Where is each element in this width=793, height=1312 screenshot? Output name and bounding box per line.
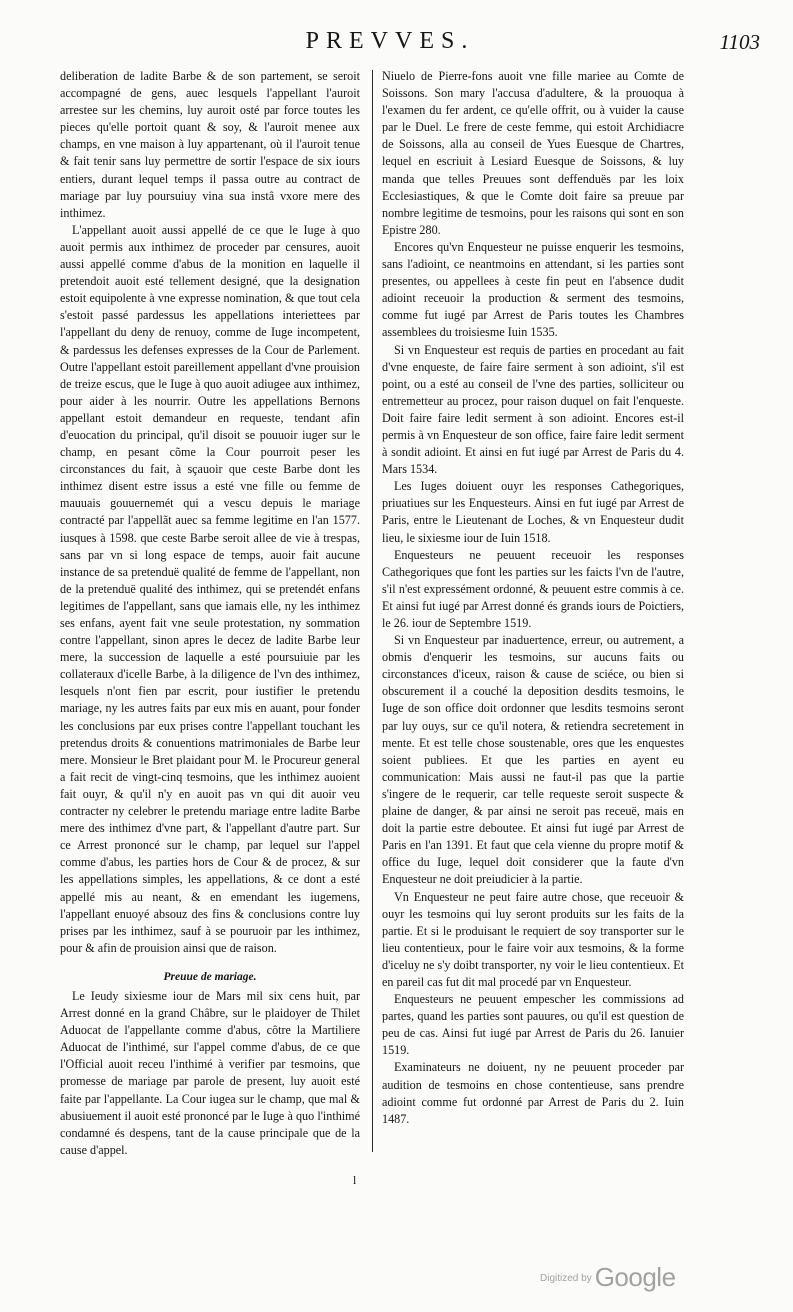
paragraph: Vn Enquesteur ne peut faire autre chose, que receuoir & ouyr les tesmoins qui luy seront produits sur les faits de la partie. Et si le produisant le requiert de soy transporter sur le lieu contentieux, pour le faire voir aux tesmoins, & la forme d'iceluy ne s'y doibt transporter, ny voir le lieu contentieux. Et en pareil cas fut dit mal procedé par vn Enquesteur.	[382, 889, 684, 989]
section-title: Preuue de mariage.	[163, 970, 257, 983]
paragraph: Le Ieudy sixiesme iour de Mars mil six cens huit, par Arrest donné en la grand Châbre, sur le plaidoyer de Thilet Aduocat de l'appellante comme d'abus, côtre la Martiliere Aduocat de l'inthimé, sur l'appel comme d'abus, de ce que l'Official auoit receu l'inthimé à verifier par tesmoins, que promesse de mariage par parole de present, luy auoit esté faite par l'appellante. La Cour iugea sur le champ, que mal & abusiuement il auoit esté prononcé par le Iuge à quo l'inthimé condamné és despens, tant de la cause principale que de la cause d'appel.	[60, 988, 360, 1157]
column-divider	[372, 70, 373, 1152]
watermark-brand: Google	[594, 1262, 676, 1292]
watermark-prefix: Digitized by	[540, 1273, 592, 1284]
page-number: 1103	[719, 30, 760, 54]
paragraph: Encores qu'vn Enquesteur ne puisse enquerir les tesmoins, sans l'adioint, ce neantmoins en attendant, si les parties sont presentes, ou appellees à ceste fin peut en l'absence dudit adioint receuoir la production & serment des tesmoins, comme fut iugé par Arrest de Paris toutes les Chambres assemblees du troisiesme Iuin 1535.	[382, 239, 684, 340]
page-header	[60, 28, 760, 68]
paragraph: Examinateurs ne doiuent, ny ne peuuent proceder par audition de tesmoins en chose contentieuse, sans prendre adioint comme fut ordonné par Arrest de Paris du 2. Iuin 1487.	[382, 1060, 684, 1126]
paragraph: L'appellant auoit aussi appellé de ce que le Iuge à quo auoit permis aux inthimez de proceder par censures, auoit aussi appellé comme d'abus de la monition en laquelle il pretendoit auoit esté tellement designé, que la designation estoit equipolente à vne expresse nomination, & que tout cela s'estoit passé pardessus les appellations interiettees par l'appellant du deny de renuoy, comme de Iuge incompetent, & pardessus les defenses expresses de la Cour de Parlement. Outre l'appellant estoit pareillement appellant d'vne prouision de treize escus, que le Iuge à quo auoit adiugee aux inthimez, pour aider à les nourrir. Outre les appellations Bernons appellant estoit demandeur en requeste, tendant afin d'euocation du principal, qu'il disoit se pouuoir iuger sur le champ, en pesant cõme la Cour pourroit peser les circonstances du fait, à sçauoir que ceste Barbe dont les inthimez disent estre issus a esté vne fille ou femme de mauuais gouuernemét qui a vescu depuis le mariage contracté par l'appellãt auec sa femme legitime en l'an 1577. iusques à 1598. que ceste Barbe seroit allee de vie à trespas, sans par vn si long espace de temps, auoir fait aucune instance de sa pretenduë qualité de femme de l'appellant, non de la pretenduë qualité des inthimez, qui se pretendét enfans legitimes de l'appellant, sans que iamais elle, ny les inthimez ses enfans, ayent fait vne seule protestation, ny sommation contre l'appellant, sinon apres le decez de ladite Barbe leur mere, la succession de laquelle a esté poursuiuie par les collateraux d'icelle Barbe, à la diligence de l'vn des inthimez, lesquels n'ont fien par escrit, pour iustifier le pretendu mariage, ny les autres faits par eux mis en auant, pour fonder les conclusions par eux prises contre l'appellant touchant les pretendus droits & conuentions matrimoniales de Barbe leur mere. Monsieur le Bret plaidant pour M. le Procureur general a fait recit de vingt-cinq tesmoins, que les inthimez auoient fait ouyr, & qu'il n'y en auoit pas vn qui dit auoir veu contracter ny celebrer le pretendu mariage entre ladite Barbe mere des inthimez d'vne part, & l'appellant d'autre part. Sur ce Arrest prononcé sur le champ, par lequel sur l'appel comme d'abus, les parties hors de Cour & de procez, & sur les appellations simples, les appellations, & ce dont a esté appellé mis au neant, & en emendant les iugemens, l'appellant enuoyé absouz des fins & conclusions contre luy prises par les inthimez, sauf à se pouruoir par les inthimez, pour & afin de prouision ainsi que de raison.	[60, 222, 360, 955]
left-column	[60, 68, 360, 1159]
paragraph: Si vn Enquesteur est requis de parties en procedant au fait d'vne enqueste, de faire faire serment à son adioint, s'il est point, ou a esté au conseil de l'vne des parties, solliciteur ou entremetteur au procez, pour raison duquel on fait l'enqueste. Doit faire faire ledit serment à son adioint. Encores est-il permis à vn Enquesteur de son office, faire faire ledit serment à sondit adioint. Et ainsi en fut iugé par Arrest de Paris du 4. Mars 1534.	[382, 342, 684, 477]
paragraph: Enquesteurs ne peuuent receuoir les responses Cathegoriques que font les parties sur les faicts l'vn de l'autre, s'il n'est expressément ordonné, & peuuent estre commis à ce. Et ainsi fut iugé par Arrest donné és grands iours de Poictiers, le 26. iour de Septembre 1519.	[382, 547, 684, 630]
paragraph: Les Iuges doiuent ouyr les responses Cathegoriques, priuatiues sur les Enquesteurs. Ainsi en fut iugé par Arrest de Paris, entre le Lieutenant de Loches, & vn Enquesteur dudit lieu, le sixiesme iour de Iuin 1518.	[382, 479, 684, 545]
running-title: PREVVES.	[305, 28, 475, 54]
paragraph: Enquesteurs ne peuuent empescher les commissions ad partes, quand les parties sont pauures, ou qu'il est question de peu de cas. Ainsi fut iugé par Arrest de Paris du 26. Ianuier 1519.	[382, 992, 684, 1058]
paragraph: Niuelo de Pierre-fons auoit vne fille mariee au Comte de Soissons. Son mary l'accusa d'adultere, & la prouoqua à l'examen du fer ardent, ce qu'elle offrit, ou à vuider la cause par le Duel. Le frere de ceste femme, qui estoit Archidiacre de Soissons, alla au conseil de Yues Euesque de Chartres, lequel en escriuit à Lesiard Euesque de Soissons, & luy manda que telles Preuues sont deffenduës par les loix Ecclesiastiques, & que le Comte doit faire sa preuue par nombre legitime de tesmoins, pour les raisons qui sont en son Epistre 280.	[382, 69, 684, 237]
signature-mark: l	[353, 1173, 357, 1187]
digitization-watermark	[540, 1262, 676, 1293]
paragraph: deliberation de ladite Barbe & de son partement, se seroit accompagné de gens, auec lesquels l'appellant l'auroit arrestee sur les chemins, luy auroit osté par force toutes les pieces qu'elle portoit quant & soy, & l'auroit menee aux champs, en vne maison à luy appartenant, où il l'auroit tenue & fait tenir sans luy permettre de sortir l'espace de six iours entiers, durant lequel temps il passa outre au contract de mariage par luy poursuiuy vina sua instâ vxore mere des inthimez.	[60, 69, 360, 220]
right-column	[382, 68, 684, 1128]
paragraph: Si vn Enquesteur par inaduertence, erreur, ou autrement, a obmis d'enquerir les tesmoins, sur aucuns faits ou circonstances d'iceux, raison & cause de sciéce, ou bien si obscurement il a couché la deposition desdits tesmoins, le Iuge de son office doit ordonner que lesdits tesmoins seront par luy ouys, sur ce qu'il notera, & retiendra secretement in mente. Et est telle chose soustenable, ores que les enquestes soient publiees. Et que les parties en ayent eu communication: Mais aussi ne faut-il pas que la partie s'ingere de le requerir, car telle requeste seroit suspecte & plaine de danger, & par ainsi ne seroit pas receuë, mais en doit la partie estre deboutee. Et ainsi fut iugé par Arrest de Paris en l'an 1391. Et faut que cela vienne du propre motif & office du Iuge, lequel doit considerer que la faute d'vn Enquesteur ne doit preiudicier à la partie.	[382, 633, 684, 887]
